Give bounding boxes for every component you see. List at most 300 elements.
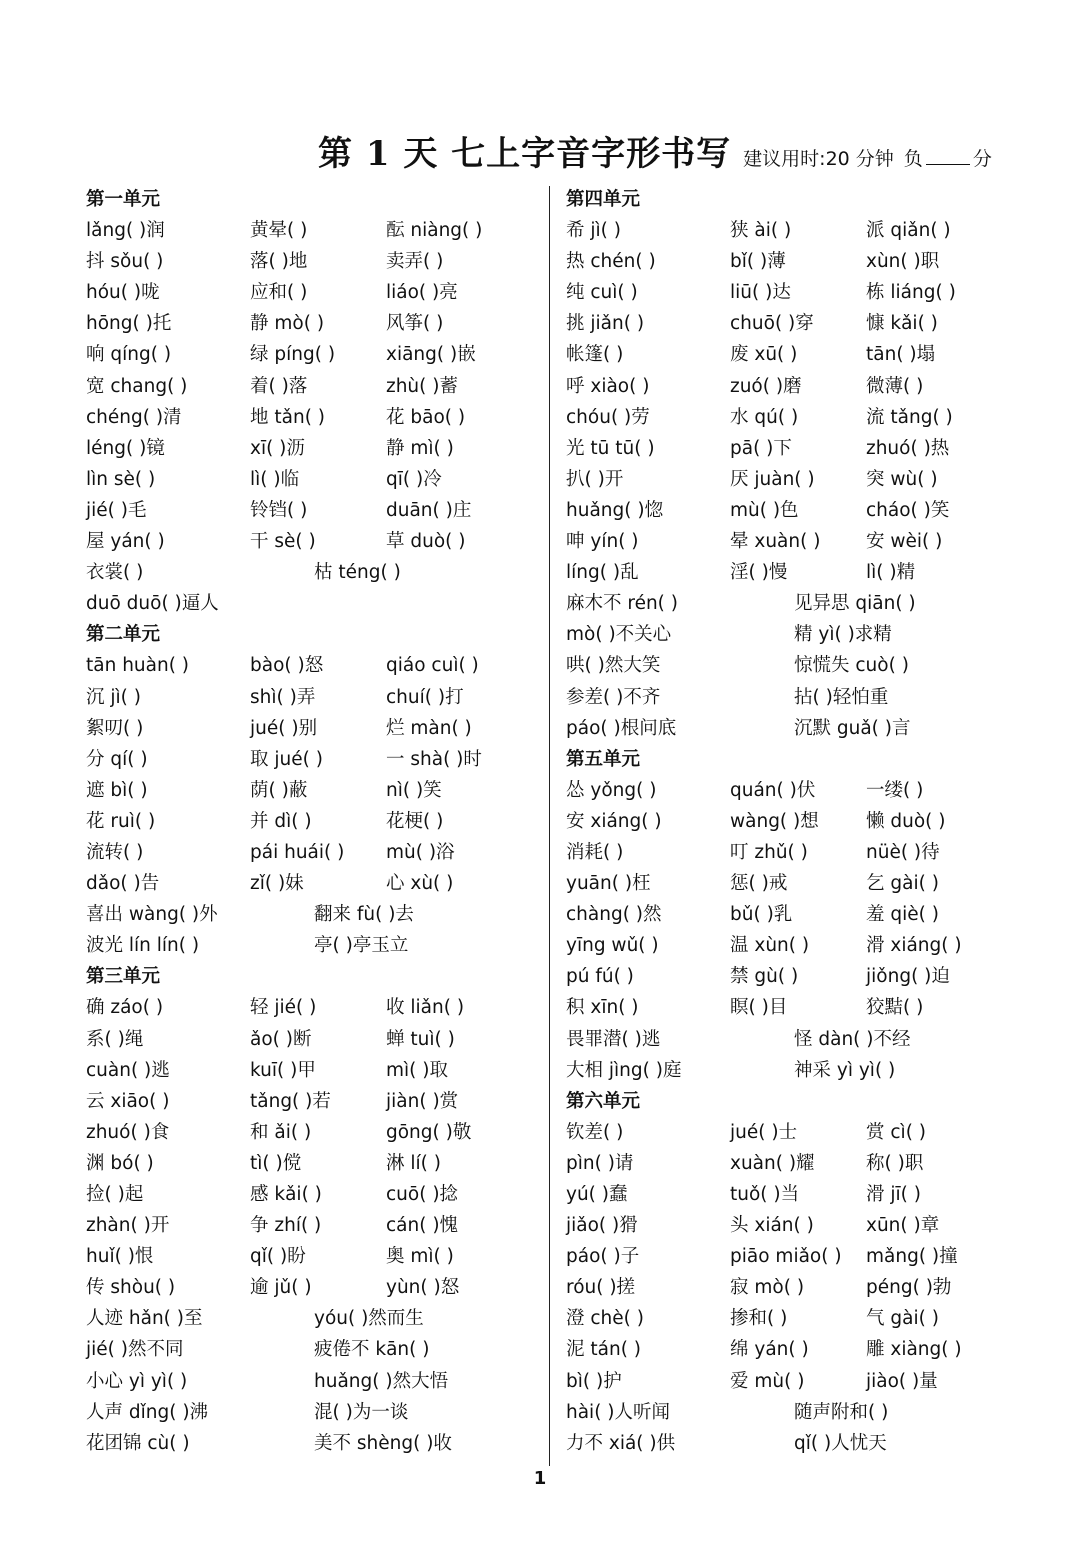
exercise-row — [86, 1179, 536, 1210]
unit-title: 第四单元 — [566, 189, 641, 210]
page-title: 第 1 天 七上字音字形书写 — [318, 134, 732, 174]
exercise-row — [86, 1086, 536, 1117]
exercise-item[interactable]: zhù( )蓄 — [386, 375, 458, 397]
exercise-row — [86, 1272, 536, 1303]
exercise-row — [86, 339, 536, 370]
exercise-row — [86, 215, 536, 246]
exercise-item[interactable]: chàng( )然 — [566, 904, 662, 926]
exercise-item[interactable]: 惊慌失 cuò( ) — [794, 655, 909, 677]
exercise-item[interactable]: tì( )傥 — [250, 1152, 302, 1174]
exercise-item[interactable]: 随声附和( ) — [794, 1401, 889, 1423]
exercise-item[interactable]: zhàn( )开 — [86, 1215, 170, 1237]
exercise-item[interactable]: bǐ( )薄 — [730, 251, 786, 273]
exercise-item[interactable]: jiǒng( )迫 — [866, 966, 950, 988]
exercise-item[interactable]: tān huàn( ) — [86, 655, 190, 677]
exercise-item[interactable]: mù( )浴 — [386, 841, 455, 863]
exercise-item[interactable]: 确 záo( ) — [86, 997, 164, 1019]
exercise-row — [566, 215, 1016, 246]
exercise-row — [566, 1148, 1016, 1179]
exercise-item[interactable]: 地 tǎn( ) — [250, 406, 326, 428]
exercise-row — [566, 619, 1016, 650]
exercise-item[interactable]: 着( )落 — [250, 375, 308, 397]
exercise-item[interactable]: pái huái( ) — [250, 841, 345, 863]
exercise-item[interactable]: zǐ( )妹 — [250, 873, 304, 895]
exercise-item[interactable]: shì( )弄 — [250, 686, 316, 708]
exercise-item[interactable]: xuàn( )耀 — [730, 1152, 815, 1174]
exercise-row — [566, 339, 1016, 370]
exercise-item[interactable]: 取 jué( ) — [250, 748, 323, 770]
exercise-item[interactable]: jié( )然不同 — [86, 1339, 184, 1361]
exercise-row — [566, 495, 1016, 526]
exercise-item[interactable]: 哄( )然大笑 — [566, 655, 661, 677]
exercise-row — [86, 526, 536, 557]
exercise-item[interactable]: 晕 xuàn( ) — [730, 531, 821, 553]
exercise-item[interactable]: 淫( )慢 — [730, 562, 788, 584]
exercise-item[interactable]: hōng( )托 — [86, 313, 172, 335]
exercise-row — [566, 1428, 1016, 1459]
exercise-row — [566, 961, 1016, 992]
exercise-item[interactable]: 爱 mù( ) — [730, 1370, 805, 1392]
exercise-item[interactable]: jué( )士 — [730, 1121, 798, 1143]
exercise-item[interactable]: xiāng( )嵌 — [386, 344, 476, 366]
exercise-row — [86, 557, 536, 588]
exercise-item[interactable]: 怂 yǒng( ) — [566, 779, 657, 801]
exercise-row — [566, 899, 1016, 930]
unit-section — [86, 961, 536, 1459]
exercise-item[interactable]: jié( )毛 — [86, 499, 147, 521]
exercise-item[interactable]: 气 gài( ) — [866, 1308, 939, 1330]
exercise-item[interactable]: jiǎo( )猾 — [566, 1215, 638, 1237]
exercise-item[interactable]: pā( )下 — [730, 437, 792, 459]
exercise-item[interactable]: 枯 téng( ) — [314, 562, 401, 584]
exercise-item[interactable]: 精 yì( )求精 — [794, 624, 892, 646]
exercise-item[interactable]: 突 wù( ) — [866, 468, 938, 490]
unit-title: 第一单元 — [86, 189, 161, 210]
exercise-item[interactable]: 荫( )蔽 — [250, 779, 308, 801]
exercise-row — [86, 308, 536, 339]
unit-section — [86, 184, 536, 619]
exercise-item[interactable]: 屋 yán( ) — [86, 531, 165, 553]
exercise-item[interactable]: 草 duò( ) — [386, 531, 466, 553]
exercise-item[interactable]: quán( )伏 — [730, 779, 816, 801]
exercise-item[interactable]: 卖弄( ) — [386, 251, 444, 273]
exercise-item[interactable]: lì( )临 — [250, 468, 300, 490]
exercise-item[interactable]: zuó( )磨 — [730, 375, 802, 397]
exercise-item[interactable]: lǎng( )润 — [86, 220, 165, 242]
page-number: 1 — [533, 1468, 547, 1489]
exercise-item[interactable]: 热 chén( ) — [566, 251, 656, 273]
left-column — [86, 184, 536, 1459]
exercise-item[interactable]: 和 ǎi( ) — [250, 1121, 312, 1143]
exercise-item[interactable]: zhuó( )食 — [86, 1121, 170, 1143]
unit-title: 第六单元 — [566, 1090, 641, 1112]
exercise-item[interactable]: bǔ( )乳 — [730, 904, 793, 926]
exercise-row — [86, 1366, 536, 1397]
exercise-item[interactable]: huǎng( )然大悟 — [314, 1370, 449, 1392]
exercise-item[interactable]: mì( )取 — [386, 1059, 448, 1081]
exercise-item[interactable]: 消耗( ) — [566, 841, 624, 863]
page-header — [318, 126, 1038, 178]
exercise-item[interactable]: lìn sè( ) — [86, 468, 156, 490]
exercise-item[interactable]: cuàn( )逃 — [86, 1059, 170, 1081]
exercise-item[interactable]: chuí( )打 — [386, 686, 464, 708]
exercise-row — [86, 1148, 536, 1179]
score-blank[interactable] — [926, 163, 970, 165]
exercise-row — [86, 1117, 536, 1148]
exercise-item[interactable]: 烂 màn( ) — [386, 717, 472, 739]
exercise-item[interactable]: nì( )笑 — [386, 779, 442, 801]
exercise-item[interactable]: 风筝( ) — [386, 313, 444, 335]
exercise-item[interactable]: 滑 jī( ) — [866, 1184, 921, 1205]
exercise-row — [86, 1397, 536, 1428]
exercise-item[interactable]: 一 shà( )时 — [386, 748, 482, 770]
exercise-item[interactable]: tǎng( )若 — [250, 1090, 331, 1112]
exercise-item[interactable]: zhuó( )热 — [866, 437, 950, 459]
exercise-row — [566, 1179, 1016, 1210]
score-suffix: 分 — [972, 148, 992, 170]
exercise-row — [86, 402, 536, 433]
exercise-item[interactable]: 懒 duò( ) — [866, 810, 946, 832]
exercise-item[interactable]: 大相 jìng( )庭 — [566, 1059, 682, 1081]
exercise-row — [566, 1334, 1016, 1365]
exercise-row — [566, 1055, 1016, 1086]
exercise-item[interactable]: qǐ( )人忧天 — [794, 1432, 887, 1454]
exercise-item[interactable]: 慷 kǎi( ) — [866, 313, 938, 335]
exercise-row — [566, 277, 1016, 308]
exercise-row — [86, 682, 536, 713]
unit-section — [566, 184, 1016, 744]
exercise-item[interactable]: 畏罪潜( )逃 — [566, 1028, 661, 1050]
exercise-item[interactable]: 麻木不 rén( ) — [566, 593, 679, 615]
exercise-item[interactable]: 絮叨( ) — [86, 717, 144, 739]
exercise-row — [566, 992, 1016, 1023]
exercise-item[interactable]: dǎo( )告 — [86, 873, 160, 895]
exercise-item[interactable]: 花梗( ) — [386, 810, 444, 832]
exercise-item[interactable]: 逾 jǔ( ) — [250, 1277, 312, 1299]
exercise-item[interactable]: róu( )搓 — [566, 1277, 636, 1299]
exercise-item[interactable]: 静 mò( ) — [250, 313, 325, 335]
exercise-item[interactable]: qǐ( )盼 — [250, 1246, 306, 1268]
exercise-row — [86, 650, 536, 681]
exercise-item[interactable]: 叮 zhǔ( ) — [730, 841, 808, 863]
exercise-item[interactable]: 传 shòu( ) — [86, 1277, 176, 1299]
exercise-item[interactable]: yóu( )然而生 — [314, 1308, 424, 1330]
exercise-item[interactable]: yú( )蠢 — [566, 1184, 628, 1205]
exercise-item[interactable]: duō duō( )逼人 — [86, 593, 219, 615]
exercise-item[interactable]: pú fú( ) — [566, 966, 634, 988]
exercise-item[interactable]: 花 bāo( ) — [386, 406, 466, 428]
exercise-item[interactable]: jiào( )量 — [866, 1370, 938, 1392]
exercise-item[interactable]: 安 xiáng( ) — [566, 810, 662, 832]
exercise-item[interactable]: 掺和( ) — [730, 1308, 788, 1330]
unit-title: 第三单元 — [86, 966, 161, 988]
exercise-item[interactable]: 微薄( ) — [866, 375, 924, 397]
unit-section — [566, 1086, 1016, 1459]
exercise-row — [566, 1303, 1016, 1334]
exercise-row — [86, 775, 536, 806]
exercise-item[interactable]: 铃铛( ) — [250, 499, 308, 521]
exercise-item[interactable]: tuǒ( )当 — [730, 1184, 800, 1205]
exercise-item[interactable]: 见异思 qiān( ) — [794, 593, 916, 615]
exercise-item[interactable]: 光 tū tū( ) — [566, 437, 655, 459]
exercise-item[interactable]: jué( )别 — [250, 717, 318, 739]
exercise-item[interactable]: 绿 píng( ) — [250, 344, 336, 366]
exercise-row — [86, 246, 536, 277]
exercise-item[interactable]: 挑 jiǎn( ) — [566, 313, 645, 335]
exercise-item[interactable]: huǎng( )惚 — [566, 499, 664, 521]
exercise-row — [86, 868, 536, 899]
exercise-item[interactable]: 美不 shèng( )收 — [314, 1432, 452, 1454]
exercise-item[interactable]: liū( )达 — [730, 282, 791, 304]
exercise-item[interactable]: 喜出 wàng( )外 — [86, 904, 218, 926]
exercise-row — [86, 277, 536, 308]
exercise-row — [86, 464, 536, 495]
exercise-item[interactable]: yùn( )怒 — [386, 1277, 460, 1299]
right-column — [566, 184, 1016, 1459]
exercise-item[interactable]: 混( )为一谈 — [314, 1401, 409, 1423]
exercise-row — [86, 1210, 536, 1241]
exercise-item[interactable]: xùn( )职 — [866, 251, 940, 273]
exercise-row — [86, 930, 536, 961]
exercise-item[interactable]: 积 xīn( ) — [566, 997, 639, 1019]
exercise-item[interactable]: 力不 xiá( )供 — [566, 1432, 676, 1454]
exercise-item[interactable]: 落( )地 — [250, 251, 308, 273]
exercise-item[interactable]: 沉 jì( ) — [86, 686, 141, 708]
exercise-item[interactable]: 响 qíng( ) — [86, 344, 172, 366]
exercise-item[interactable]: 花团锦 cù( ) — [86, 1432, 190, 1454]
exercise-item[interactable]: 希 jì( ) — [566, 220, 621, 242]
exercise-item[interactable]: 赏 cì( ) — [866, 1121, 927, 1143]
exercise-item[interactable]: 干 sè( ) — [250, 531, 316, 553]
exercise-item[interactable]: 收 liǎn( ) — [386, 997, 465, 1019]
exercise-item[interactable]: 澄 chè( ) — [566, 1308, 644, 1330]
exercise-item[interactable]: 酝 niàng( ) — [386, 220, 483, 242]
unit-section — [566, 744, 1016, 1086]
exercise-item[interactable]: xūn( )章 — [866, 1215, 940, 1237]
exercise-item[interactable]: 沉默 guǎ( )言 — [794, 717, 911, 739]
exercise-row — [566, 713, 1016, 744]
exercise-row — [86, 433, 536, 464]
exercise-item[interactable]: 花 ruì( ) — [86, 810, 156, 832]
exercise-row — [86, 1428, 536, 1459]
exercise-row — [566, 1210, 1016, 1241]
exercise-item[interactable]: 钦差( ) — [566, 1121, 624, 1143]
exercise-item[interactable]: 拈( )轻怕重 — [794, 686, 889, 708]
exercise-item[interactable]: 呼 xiào( ) — [566, 375, 650, 397]
exercise-item[interactable]: lì( )精 — [866, 562, 916, 584]
exercise-item[interactable]: 厌 juàn( ) — [730, 468, 815, 490]
exercise-item[interactable]: péng( )勃 — [866, 1277, 952, 1299]
exercise-item[interactable]: 派 qiǎn( ) — [866, 220, 951, 242]
exercise-item[interactable]: duān( )庄 — [386, 499, 472, 521]
exercise-item[interactable]: hài( )人听闻 — [566, 1401, 671, 1423]
exercise-item[interactable]: bào( )怒 — [250, 655, 324, 677]
exercise-row — [86, 1241, 536, 1272]
exercise-row — [566, 868, 1016, 899]
exercise-item[interactable]: chóu( )劳 — [566, 406, 650, 428]
unit-section — [86, 619, 536, 961]
exercise-item[interactable]: 乞 gài( ) — [866, 873, 939, 895]
exercise-row — [86, 1303, 536, 1334]
exercise-row — [566, 1366, 1016, 1397]
exercise-row — [566, 806, 1016, 837]
exercise-item[interactable]: páo( )根问底 — [566, 717, 677, 739]
exercise-item[interactable]: mò( )不关心 — [566, 624, 672, 646]
exercise-row — [566, 402, 1016, 433]
exercise-item[interactable]: cháo( )笑 — [866, 499, 950, 521]
exercise-item[interactable]: piāo miǎo( ) — [730, 1246, 842, 1268]
exercise-item[interactable]: 渊 bó( ) — [86, 1152, 154, 1174]
exercise-item[interactable]: 纯 cuì( ) — [566, 282, 638, 304]
exercise-row — [566, 930, 1016, 961]
exercise-item[interactable]: 废 xū( ) — [730, 344, 798, 366]
exercise-row — [566, 837, 1016, 868]
exercise-item[interactable]: 淋 lí( ) — [386, 1152, 441, 1174]
exercise-row — [566, 1241, 1016, 1272]
exercise-item[interactable]: hóu( )咙 — [86, 282, 160, 304]
exercise-row — [86, 992, 536, 1023]
exercise-row — [566, 308, 1016, 339]
exercise-item[interactable]: 栋 liáng( ) — [866, 282, 956, 304]
exercise-item[interactable]: 参差( )不齐 — [566, 686, 661, 708]
unit-title: 第五单元 — [566, 748, 641, 770]
exercise-item[interactable]: 流 tǎng( ) — [866, 406, 953, 428]
exercise-item[interactable]: 呻 yín( ) — [566, 531, 639, 553]
exercise-item[interactable]: 人迹 hǎn( )至 — [86, 1308, 203, 1330]
exercise-item[interactable]: 应和( ) — [250, 282, 308, 304]
exercise-item[interactable]: qiáo cuì( ) — [386, 655, 479, 677]
exercise-item[interactable]: 奥 mì( ) — [386, 1246, 454, 1268]
exercise-item[interactable]: 亭( )亭玉立 — [314, 935, 409, 957]
exercise-item[interactable]: bì( )护 — [566, 1370, 622, 1392]
exercise-item[interactable]: 羞 qiè( ) — [866, 904, 939, 926]
exercise-row — [86, 495, 536, 526]
exercise-item[interactable]: liáo( )亮 — [386, 282, 458, 304]
exercise-item[interactable]: yuān( )枉 — [566, 873, 651, 895]
exercise-item[interactable]: 感 kǎi( ) — [250, 1184, 322, 1205]
exercise-item[interactable]: 捡( )起 — [86, 1184, 144, 1205]
exercise-item[interactable]: 神采 yì yì( ) — [794, 1059, 896, 1081]
exercise-item[interactable]: 禁 gù( ) — [730, 966, 799, 988]
exercise-row — [86, 837, 536, 868]
exercise-item[interactable]: 帐篷( ) — [566, 344, 624, 366]
exercise-item[interactable]: páo( )子 — [566, 1246, 640, 1268]
exercise-item[interactable]: 狡黠( ) — [866, 997, 924, 1019]
column-divider — [549, 186, 550, 1466]
exercise-item[interactable]: ǎo( )断 — [250, 1028, 312, 1050]
exercise-row — [566, 588, 1016, 619]
exercise-item[interactable]: nüè( )待 — [866, 841, 940, 863]
exercise-row — [566, 682, 1016, 713]
exercise-row — [86, 744, 536, 775]
exercise-item[interactable]: mù( )色 — [730, 499, 799, 521]
exercise-item[interactable]: 遮 bì( ) — [86, 779, 148, 801]
exercise-row — [566, 557, 1016, 588]
exercise-item[interactable]: 雕 xiàng( ) — [866, 1339, 962, 1361]
exercise-item[interactable]: 衣裳( ) — [86, 562, 144, 584]
exercise-item[interactable]: 水 qú( ) — [730, 406, 799, 428]
exercise-item[interactable]: 轻 jié( ) — [250, 997, 317, 1019]
exercise-item[interactable]: 争 zhí( ) — [250, 1215, 322, 1237]
exercise-item[interactable]: kuī( )甲 — [250, 1059, 316, 1081]
exercise-item[interactable]: 波光 lín lín( ) — [86, 935, 200, 957]
exercise-item[interactable]: léng( )镜 — [86, 437, 165, 459]
exercise-row — [86, 899, 536, 930]
exercise-item[interactable]: 狭 ài( ) — [730, 220, 792, 242]
exercise-item[interactable]: 滑 xiáng( ) — [866, 935, 962, 957]
exercise-item[interactable]: 翻来 fù( )去 — [314, 904, 414, 926]
exercise-item[interactable]: 安 wèi( ) — [866, 531, 943, 553]
exercise-item[interactable]: 蝉 tuì( ) — [386, 1028, 455, 1050]
exercise-row — [566, 1397, 1016, 1428]
exercise-item[interactable]: wàng( )想 — [730, 810, 819, 832]
exercise-item[interactable]: 流转( ) — [86, 841, 144, 863]
exercise-item[interactable]: tān( )塌 — [866, 344, 936, 366]
exercise-item[interactable]: 头 xián( ) — [730, 1215, 814, 1237]
exercise-item[interactable]: chuō( )穿 — [730, 313, 814, 335]
exercise-item[interactable]: yīng wǔ( ) — [566, 935, 659, 957]
exercise-item[interactable]: 泥 tán( ) — [566, 1339, 642, 1361]
exercise-row — [86, 1334, 536, 1365]
exercise-item[interactable]: 寂 mò( ) — [730, 1277, 805, 1299]
exercise-item[interactable]: 小心 yì yì( ) — [86, 1370, 188, 1392]
exercise-item[interactable]: 怪 dàn( )不经 — [794, 1028, 911, 1050]
exercise-item[interactable]: 云 xiāo( ) — [86, 1090, 170, 1112]
exercise-item[interactable]: 惩( )戒 — [730, 873, 788, 895]
unit-title: 第二单元 — [86, 624, 161, 646]
exercise-item[interactable]: huǐ( )恨 — [86, 1246, 154, 1268]
exercise-item[interactable]: 扒( )开 — [566, 468, 624, 490]
exercise-item[interactable]: cán( )愧 — [386, 1215, 459, 1237]
exercise-row — [566, 246, 1016, 277]
exercise-item[interactable]: 绵 yán( ) — [730, 1339, 809, 1361]
exercise-item[interactable]: 分 qí( ) — [86, 748, 148, 770]
exercise-item[interactable]: 并 dì( ) — [250, 810, 312, 832]
exercise-row — [566, 1024, 1016, 1055]
score-prefix: 负 — [903, 148, 923, 170]
exercise-item[interactable]: 抖 sǒu( ) — [86, 251, 164, 273]
suggested-time: 建议用时:20 分钟 — [743, 148, 894, 170]
exercise-item[interactable]: gōng( )敬 — [386, 1121, 472, 1143]
exercise-item[interactable]: jiàn( )赏 — [386, 1090, 459, 1112]
exercise-item[interactable]: qī( )冷 — [386, 468, 442, 490]
exercise-item[interactable]: cuō( )捻 — [386, 1184, 459, 1205]
exercise-item[interactable]: chéng( )清 — [86, 406, 182, 428]
exercise-item[interactable]: 宽 chang( ) — [86, 375, 188, 397]
exercise-item[interactable]: 称( )职 — [866, 1152, 924, 1174]
exercise-row — [566, 1272, 1016, 1303]
exercise-row — [86, 588, 536, 619]
exercise-item[interactable]: 系( )绳 — [86, 1028, 144, 1050]
exercise-item[interactable]: 疲倦不 kān( ) — [314, 1339, 430, 1361]
exercise-item[interactable]: 人声 dǐng( )沸 — [86, 1401, 209, 1423]
exercise-item[interactable]: 温 xùn( ) — [730, 935, 810, 957]
exercise-item[interactable]: 心 xù( ) — [386, 873, 454, 895]
exercise-row — [86, 713, 536, 744]
exercise-row — [566, 1117, 1016, 1148]
exercise-row — [566, 775, 1016, 806]
exercise-row — [86, 806, 536, 837]
exercise-item[interactable]: xī( )沥 — [250, 437, 305, 459]
exercise-item[interactable]: 黄晕( ) — [250, 220, 308, 242]
exercise-item[interactable]: mǎng( )撞 — [866, 1246, 958, 1268]
exercise-row — [566, 526, 1016, 557]
exercise-item[interactable]: 静 mì( ) — [386, 437, 454, 459]
exercise-item[interactable]: pìn( )请 — [566, 1152, 634, 1174]
exercise-item[interactable]: 瞑( )目 — [730, 997, 788, 1019]
exercise-item[interactable]: líng( )乱 — [566, 562, 639, 584]
exercise-item[interactable]: 一缕( ) — [866, 779, 924, 801]
